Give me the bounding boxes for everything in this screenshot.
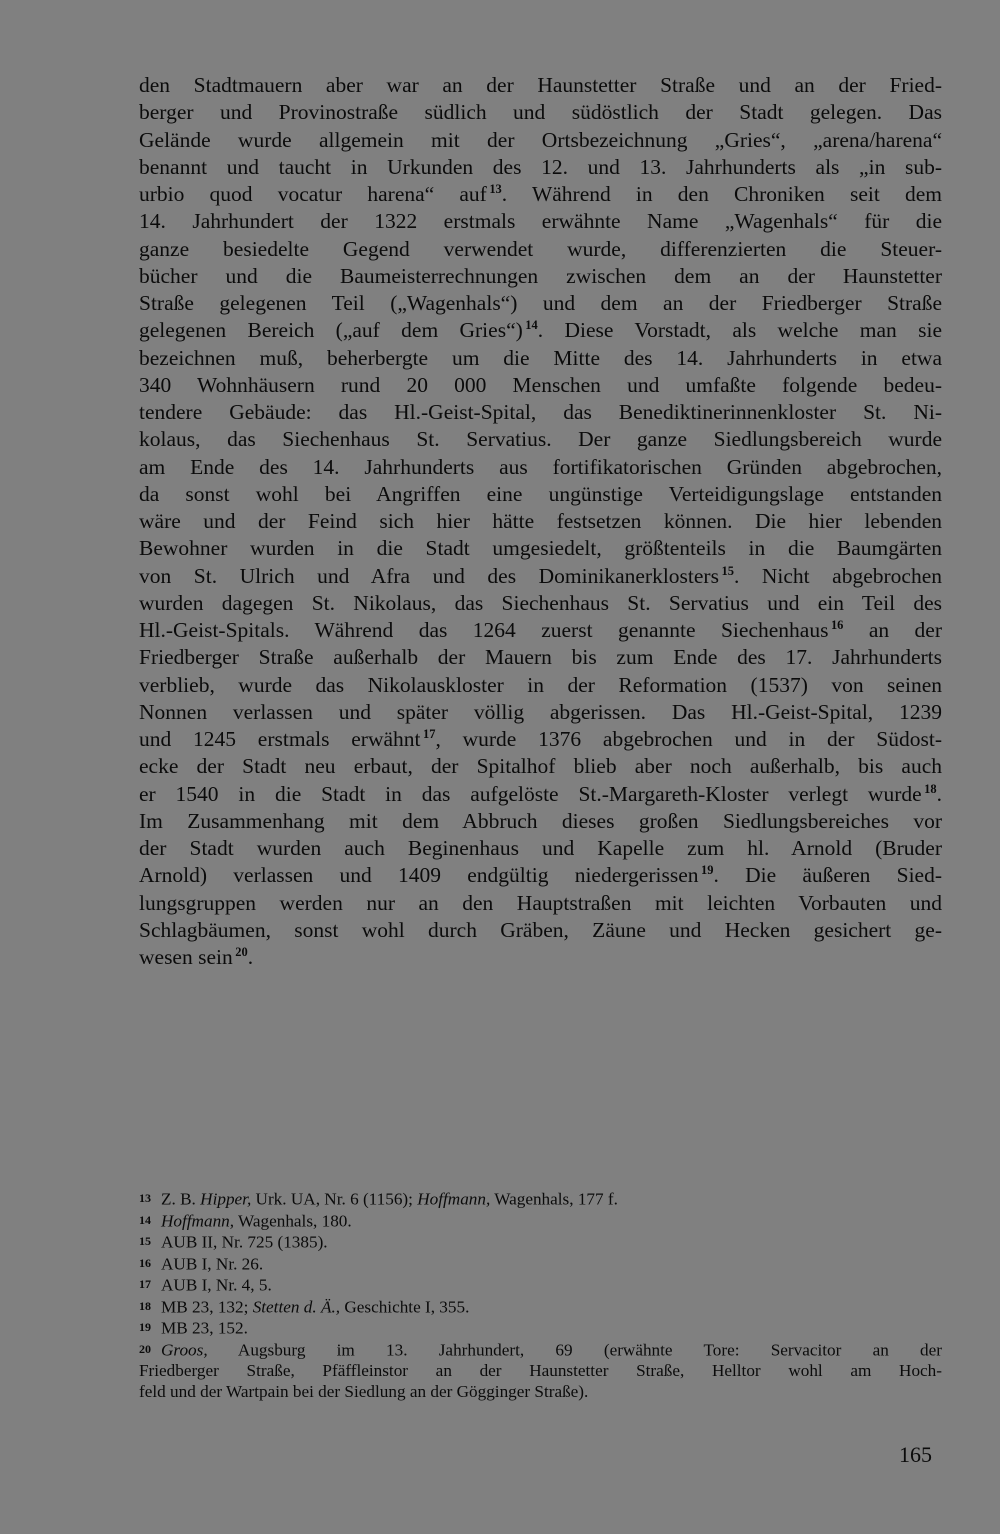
footnote-text: Urk. UA, Nr. 6 (1156); [251, 1189, 418, 1209]
text-line [139, 317, 942, 344]
text-line [139, 808, 942, 835]
text-line-content: Gelände wurde allgemein mit der Ortsbezeichnung „Gries“, „arena/harena“ [139, 127, 942, 152]
text-line [139, 236, 942, 263]
text-line-content: Im Zusammenhang mit dem Abbruch dieses großen Siedlungsbereiches vor [139, 808, 942, 833]
text-line-continuation: . Die äußeren Sied- [713, 863, 942, 888]
text-line-continuation: . Nicht abgebrochen [733, 563, 942, 588]
text-line [139, 617, 942, 644]
text-line-continuation: . [936, 781, 942, 806]
text-line-content: tendere Gebäude: das Hl.-Geist-Spital, das Benediktinerinnenkloster St. Ni- [139, 400, 942, 424]
footnote-reference[interactable]: 16 [828, 617, 844, 632]
footnote-text: MB 23, 152. [161, 1318, 248, 1338]
footnote-author: Stetten d. Ä., [252, 1296, 341, 1316]
text-line-content: am Ende des 14. Jahrhunderts aus fortifikatorischen Gründen abgebrochen, [139, 454, 942, 479]
text-line [139, 781, 942, 808]
text-line-content: von St. Ulrich und Afra und des Dominikanerklosters [139, 563, 719, 588]
footnote-reference[interactable]: 15 [718, 563, 734, 578]
footnote-text: MB 23, 132; [161, 1296, 253, 1316]
text-line-content: da sonst wohl bei Angriffen eine ungünstige Verteidigungslage entstanden [139, 481, 942, 506]
footnote-author: Groos, [161, 1339, 208, 1359]
footnote-number: 18 [139, 1298, 152, 1313]
footnote [139, 1253, 942, 1275]
footnote-number: 14 [139, 1212, 152, 1227]
footnote-number: 17 [139, 1277, 152, 1291]
footnote-reference[interactable]: 19 [698, 863, 714, 878]
footnote-author: Hipper, [200, 1189, 252, 1209]
footnote-text: AUB I, Nr. 4, 5. [161, 1275, 272, 1295]
footnote [139, 1381, 942, 1402]
footnotes [139, 1188, 942, 1402]
footnote-text: Friedberger Straße, Pfäffleinstor an der Haunstetter Straße, Helltor wohl am Hoch- [139, 1361, 942, 1380]
footnote-reference[interactable]: 17 [420, 726, 436, 741]
text-line [139, 481, 942, 508]
text-line-content: Straße gelegenen Teil („Wagenhals“) und dem an der Friedberger Straße [139, 291, 942, 315]
footnote-author: Hoffmann, [161, 1210, 235, 1230]
footnote [139, 1231, 942, 1253]
text-line-content: Nonnen verlassen und später völlig abgerissen. Das Hl.-Geist-Spital, 1239 [139, 699, 942, 724]
text-line [139, 726, 942, 753]
text-line-continuation: . [247, 945, 254, 969]
footnote-text: feld und der Wartpain bei der Siedlung an der Gögginger Straße). [139, 1382, 589, 1402]
text-line-content: gelegenen Bereich („auf dem Gries“) [139, 318, 523, 343]
footnote [139, 1360, 942, 1381]
text-line-content: verblieb, wurde das Nikolauskloster in der Reformation (1537) von seinen [139, 672, 942, 697]
footnote-reference[interactable]: 14 [522, 318, 538, 333]
text-line [139, 99, 942, 126]
text-line [139, 862, 942, 889]
text-line-continuation: , wurde 1376 abgebrochen und in der Südost- [435, 727, 942, 751]
text-line-continuation: . Während in den Chroniken seit dem [501, 182, 942, 206]
text-line-content: berger und Provinostraße südlich und südöstlich der Stadt gelegen. Das [139, 100, 942, 125]
footnote-text: Wagenhals, 177 f. [490, 1189, 618, 1209]
text-line-content: und 1245 erstmals erwähnt [139, 727, 421, 751]
footnote-text: Geschichte I, 355. [340, 1296, 470, 1316]
text-line [139, 72, 942, 99]
text-line [139, 263, 942, 290]
footnote-reference[interactable]: 18 [921, 781, 937, 796]
text-line-content: Bewohner wurden in die Stadt umgesiedelt, größtenteils in die Baumgärten [139, 536, 942, 561]
text-line-content: bezeichnen muß, beherbergte um die Mitte des 14. Jahrhunderts in etwa [139, 345, 942, 370]
text-line-continuation: an der [843, 618, 942, 642]
text-line [139, 181, 942, 208]
text-line-content: wurden dagegen St. Nikolaus, das Siechenhaus St. Servatius und ein Teil des [139, 590, 942, 615]
text-line-content: der Stadt wurden auch Beginenhaus und Kapelle zum hl. Arnold (Bruder [139, 836, 942, 860]
text-line [139, 890, 942, 917]
page-number: 165 [899, 1442, 932, 1467]
footnote-number: 16 [139, 1255, 152, 1270]
footnote [139, 1210, 942, 1232]
footnote-number: 20 [139, 1341, 152, 1356]
text-line-content: ganze besiedelte Gegend verwendet wurde, differenzierten die Steuer- [139, 236, 942, 261]
text-line [139, 454, 942, 481]
text-line-content: Schlagbäumen, sonst wohl durch Gräben, Zäune und Hecken gesichert ge- [139, 917, 942, 942]
text-line [139, 753, 942, 780]
footnote [139, 1188, 942, 1210]
text-line [139, 290, 942, 317]
text-line-content: Friedberger Straße außerhalb der Mauern bis zum Ende des 17. Jahrhunderts [139, 645, 942, 670]
footnote-number: 13 [139, 1191, 152, 1205]
text-line-continuation: . Diese Vorstadt, als welche man sie [537, 318, 942, 343]
footnote [139, 1274, 942, 1296]
text-line [139, 835, 942, 862]
text-line-content: 340 Wohnhäusern rund 20 000 Menschen und umfaßte folgende bedeu- [139, 372, 942, 397]
text-line-content: 14. Jahrhundert der 1322 erstmals erwähnte Name „Wagenhals“ für die [139, 209, 942, 234]
text-line-content: wesen sein [139, 945, 233, 969]
text-line [139, 208, 942, 235]
footnote [139, 1317, 942, 1339]
text-line-content: lungsgruppen werden nur an den Hauptstraßen mit leichten Vorbauten und [139, 890, 942, 915]
text-line [139, 699, 942, 726]
text-line-content: er 1540 in die Stadt in das aufgelöste St.-Margareth-Kloster verlegt wurde [139, 781, 922, 806]
footnote [139, 1296, 942, 1318]
footnote-number: 15 [139, 1234, 152, 1248]
footnote-text: AUB II, Nr. 725 (1385). [161, 1232, 328, 1252]
footnote-text: Augsburg im 13. Jahrhundert, 69 (erwähnte Tore: Servacitor an der [207, 1339, 942, 1359]
text-line-content: den Stadtmauern aber war an der Haunstetter Straße und an der Fried- [139, 73, 942, 97]
footnote [139, 1339, 942, 1361]
text-line [139, 917, 942, 944]
main-text [139, 72, 942, 971]
text-line-content: urbio quod vocatur harena“ auf [139, 182, 487, 206]
text-line [139, 154, 942, 181]
text-line [139, 672, 942, 699]
text-line [139, 426, 942, 453]
text-line [139, 644, 942, 671]
text-line [139, 944, 942, 971]
text-line-content: Hl.-Geist-Spitals. Während das 1264 zuerst genannte Siechenhaus [139, 618, 829, 642]
text-line [139, 127, 942, 154]
text-line [139, 345, 942, 372]
text-line [139, 399, 942, 426]
text-line [139, 535, 942, 562]
footnote-author: Hoffmann, [417, 1189, 491, 1209]
text-line-content: Arnold) verlassen und 1409 endgültig niedergerissen [139, 863, 699, 888]
footnote-text: Z. B. [161, 1189, 201, 1209]
footnote-text: Wagenhals, 180. [234, 1210, 352, 1230]
footnote-reference[interactable]: 13 [486, 181, 502, 196]
text-line-content: ecke der Stadt neu erbaut, der Spitalhof blieb aber noch außerhalb, bis auch [139, 754, 942, 779]
text-line [139, 508, 942, 535]
text-line [139, 590, 942, 617]
text-line [139, 372, 942, 399]
text-line [139, 563, 942, 590]
footnote-reference[interactable]: 20 [232, 944, 248, 959]
text-line-content: bücher und die Baumeisterrechnungen zwischen dem an der Haunstetter [139, 263, 942, 288]
footnote-text: AUB I, Nr. 26. [161, 1253, 264, 1273]
text-line-content: wäre und der Feind sich hier hätte festsetzen können. Die hier lebenden [139, 509, 942, 533]
text-line-content: benannt und taucht in Urkunden des 12. und 13. Jahrhunderts als „in sub- [139, 154, 942, 179]
footnote-number: 19 [139, 1320, 152, 1334]
text-line-content: kolaus, das Siechenhaus St. Servatius. Der ganze Siedlungsbereich wurde [139, 427, 942, 452]
